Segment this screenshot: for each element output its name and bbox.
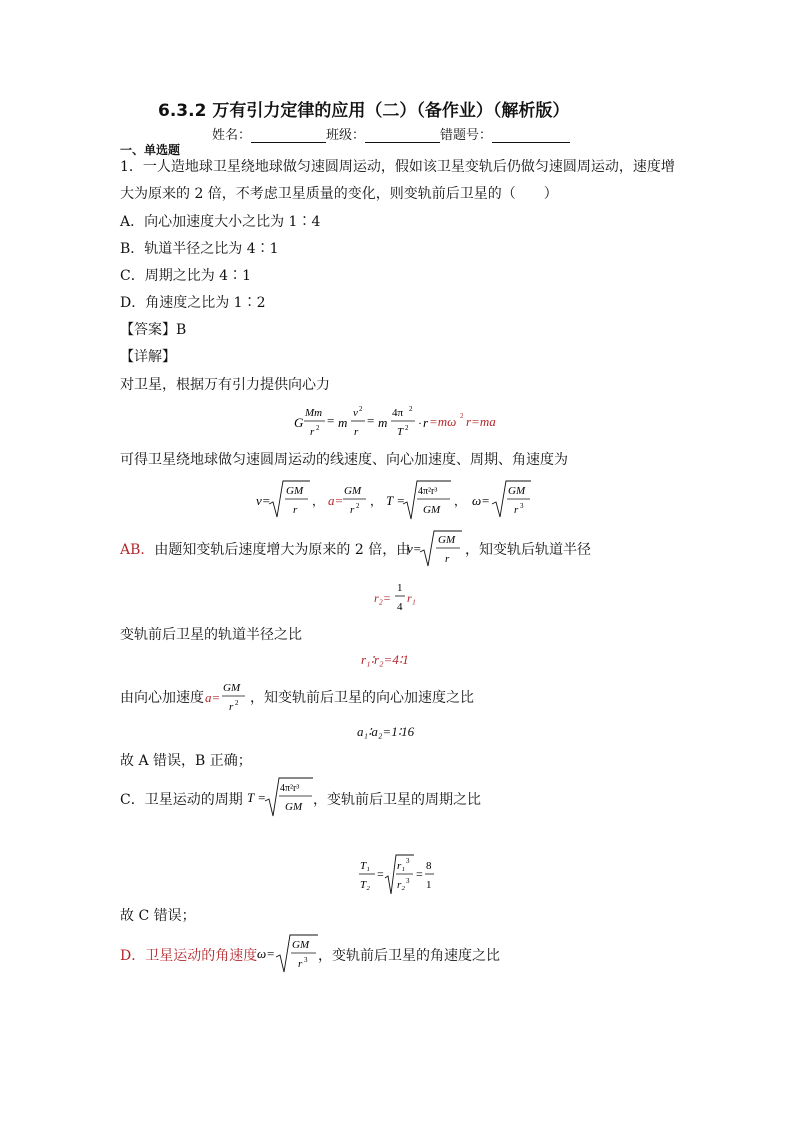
a-eq: a= xyxy=(205,690,221,705)
r1: r₁ xyxy=(397,860,406,872)
eq-exp: 2 xyxy=(316,424,320,432)
option-b: B．轨道半径之比为 4∶1 xyxy=(120,241,279,257)
exp: 2 xyxy=(235,699,239,707)
eq-sign: = xyxy=(327,413,335,428)
paragraph-2: 可得卫星绕地球做匀速圆周运动的线速度、向心加速度、周期、角速度为 xyxy=(120,452,568,468)
one: 1 xyxy=(397,582,403,594)
eq-v: v xyxy=(353,407,358,419)
v-den: r xyxy=(293,504,298,516)
student-info-header xyxy=(212,124,570,143)
class-label: 班级： xyxy=(326,128,366,143)
r2: r₂ xyxy=(397,879,406,891)
ab-text: 由题知变轨后速度增大为原来的 2 倍，由 xyxy=(154,542,411,558)
v-eq: v= xyxy=(256,493,271,508)
exp: 3 xyxy=(406,877,410,885)
eq-Mm: Mm xyxy=(305,407,323,419)
gravitation-equation xyxy=(294,402,509,444)
T-eq: T = xyxy=(247,790,267,805)
eq-sign: = xyxy=(367,413,375,428)
eq-dot: · xyxy=(418,416,422,430)
paragraph-1: 对卫星，根据万有引力提供向心力 xyxy=(120,377,330,393)
sep: ， xyxy=(370,494,383,508)
a-den: r xyxy=(350,504,355,516)
d-label: D．卫星运动的角速度 xyxy=(120,948,258,964)
one: 1 xyxy=(426,879,432,891)
radius-ratio: r₁∶r₂=4∶1 xyxy=(361,652,409,667)
sep: ， xyxy=(312,494,325,508)
paragraph-5: 故 A 错误，B 正确； xyxy=(120,753,252,769)
eq-T: T xyxy=(397,426,404,438)
den: r xyxy=(298,958,303,970)
den: r xyxy=(445,553,450,565)
v-eq: v= xyxy=(407,541,422,556)
d-text xyxy=(120,947,257,965)
eight: 8 xyxy=(426,860,432,872)
exp: 3 xyxy=(406,857,410,865)
ab-line xyxy=(120,541,410,559)
name-blank[interactable] xyxy=(251,129,326,143)
period-ratio-equation xyxy=(358,852,438,898)
ab-tail: ，知变轨后轨道半径 xyxy=(465,542,591,558)
ab-prefix: AB． xyxy=(120,542,155,558)
a-num: GM xyxy=(344,485,362,497)
T2: T₂ xyxy=(360,879,370,891)
exp: 3 xyxy=(520,502,524,510)
omega-den: r xyxy=(514,504,519,516)
num: GM xyxy=(292,939,310,951)
eq-exp: 2 xyxy=(405,424,409,432)
a-eq: a= xyxy=(328,493,344,508)
eq-exp: 2 xyxy=(359,405,363,413)
eq-r-ma: r=ma xyxy=(466,414,496,429)
wrong-number-blank[interactable] xyxy=(492,129,570,143)
option-d: D．角速度之比为 1∶2 xyxy=(120,295,266,311)
T-eq: T = xyxy=(386,493,406,508)
eq-m: m xyxy=(338,415,348,430)
eq: = xyxy=(377,867,384,881)
paragraph-3: 变轨前后卫星的轨道半径之比 xyxy=(120,627,302,643)
num: GM xyxy=(438,534,456,546)
omega-num: GM xyxy=(508,485,526,497)
exp: 3 xyxy=(304,956,308,964)
T-formula-inline xyxy=(247,774,313,820)
eq: = xyxy=(416,867,423,881)
v-formula-inline xyxy=(407,528,463,570)
acceleration-ratio: a₁∶a₂=1∶16 xyxy=(357,724,415,739)
paragraph-6: 故 C 错误； xyxy=(120,908,196,924)
T1: T₁ xyxy=(360,860,370,872)
four: 4 xyxy=(397,601,403,613)
eq-r: r xyxy=(310,426,315,438)
option-a: A．向心加速度大小之比为 1∶4 xyxy=(120,214,321,230)
eq-exp: 2 xyxy=(460,412,464,420)
eq-r: r xyxy=(354,426,359,438)
detail-heading: 【详解】 xyxy=(120,349,176,365)
name-label: 姓名： xyxy=(212,128,252,143)
option-c: C．周期之比为 4∶1 xyxy=(120,268,251,284)
p4-tail: ，知变轨前后卫星的向心加速度之比 xyxy=(250,690,474,706)
c-tail: ，变轨前后卫星的周期之比 xyxy=(313,792,481,808)
omega-eq: ω= xyxy=(257,946,275,961)
v-num: GM xyxy=(286,485,304,497)
section-heading: 一、单选题 xyxy=(120,143,181,157)
den: r xyxy=(229,701,234,713)
orbital-formulas xyxy=(256,477,546,523)
eq-exp: 2 xyxy=(409,405,413,413)
eq-m: m xyxy=(378,415,388,430)
question-1-line-2: 大为原来的 2 倍，不考虑卫星质量的变化，则变轨前后卫星的（ ） xyxy=(120,186,558,202)
wrong-number-label: 错题号： xyxy=(440,128,493,143)
question-1-line-1: 1．一人造地球卫星绕地球做匀速圆周运动，假如该卫星变轨后仍做匀速圆周运动，速度增 xyxy=(120,159,675,175)
answer-line: 【答案】B xyxy=(120,322,187,338)
c-text: C．卫星运动的周期 xyxy=(120,792,243,808)
sep: ， xyxy=(454,494,467,508)
class-blank[interactable] xyxy=(365,129,440,143)
eq-four-pi: 4π xyxy=(392,407,404,419)
r2-eq: r₂= xyxy=(374,591,391,605)
eq-r: r xyxy=(423,415,429,430)
p4-prefix: 由向心加速度 xyxy=(120,690,204,706)
den: GM xyxy=(285,801,303,813)
r1: r₁ xyxy=(407,591,416,605)
eq-G: G xyxy=(294,415,304,430)
eq-m-omega: =mω xyxy=(429,414,457,429)
num: GM xyxy=(223,682,241,694)
omega-eq: ω= xyxy=(472,493,490,508)
T-num: 4π²r³ xyxy=(418,486,438,497)
T-den: GM xyxy=(423,504,441,516)
exp: 2 xyxy=(356,502,360,510)
a-formula-inline xyxy=(205,677,251,717)
d-tail: ，变轨前后卫星的角速度之比 xyxy=(318,948,500,964)
num: 4π²r³ xyxy=(280,783,300,794)
r2-equation xyxy=(374,578,424,616)
page-title: 6.3.2 万有引力定律的应用（二）（备作业）（解析版） xyxy=(158,101,570,121)
omega-formula-inline xyxy=(257,932,319,976)
